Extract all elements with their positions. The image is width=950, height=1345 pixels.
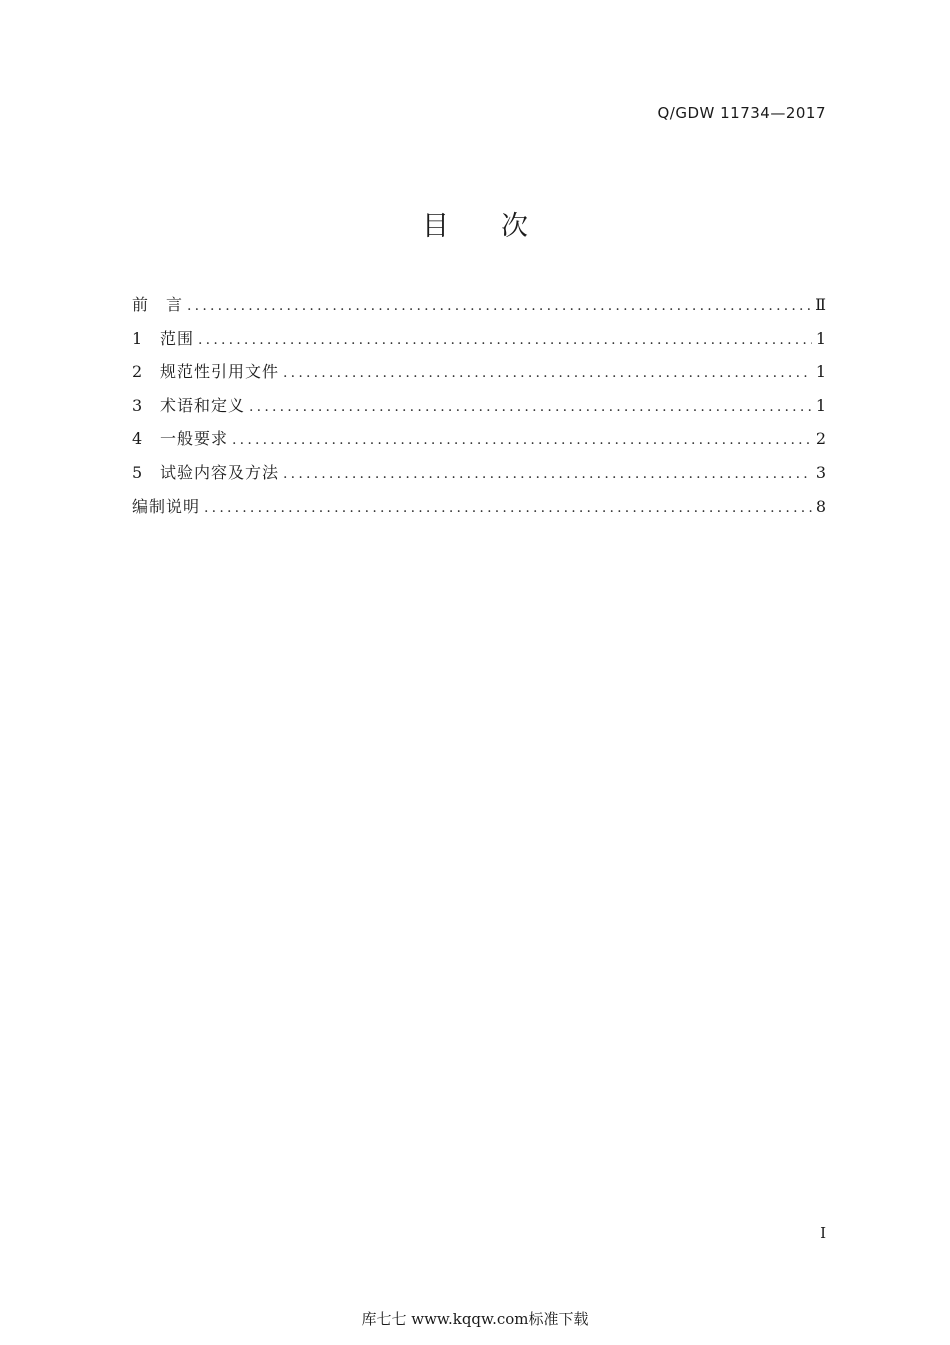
toc-entry-general-requirements[interactable] [132,422,826,456]
toc-entry-normative-references[interactable] [132,355,826,389]
toc-leader-dots [283,357,812,391]
toc-entry-test-methods[interactable] [132,456,826,490]
toc-entry-page: 1 [815,328,826,348]
toc-entry-foreword[interactable] [132,288,826,322]
toc-leader-dots [187,290,811,324]
toc-entry-page: 8 [815,496,826,516]
toc-entry-page: 1 [815,362,826,382]
toc-entry-title: 试验内容及方法 [160,462,280,482]
toc-leader-dots [204,492,812,526]
footer-watermark: 库七七 www.kqqw.com标准下载 [361,1310,589,1328]
toc-entry-page: 3 [815,462,826,482]
toc-entry-scope[interactable] [132,322,826,356]
toc-entry-number: 4 [132,429,143,449]
toc-leader-dots [198,324,812,358]
toc-entry-page: 2 [815,429,826,449]
toc-entry-title: 编制说明 [132,496,201,516]
toc-entry-title: 范围 [160,328,195,348]
toc-entry-number: 2 [132,362,143,382]
toc-entry-terms-definitions[interactable] [132,389,826,423]
toc-entry-number: 3 [132,395,143,415]
toc-entry-page: 1 [815,395,826,415]
page-number: I [820,1224,826,1242]
toc-entry-title: 一般要求 [160,429,229,449]
table-of-contents [132,288,826,523]
toc-leader-dots [232,424,812,458]
standard-number: Q/GDW 11734—2017 [657,104,826,122]
toc-entry-title: 前 言 [132,295,184,314]
page-title-char-2: 次 [501,211,528,242]
toc-leader-dots [283,458,812,492]
toc-entry-number: 1 [132,328,143,348]
toc-entry-number: 5 [132,462,143,482]
toc-entry-title: 术语和定义 [160,395,246,415]
page-title-char-1: 目 [422,211,449,242]
page-title [0,204,950,243]
toc-leader-dots [249,391,812,425]
toc-entry-page: Ⅱ [815,295,826,314]
toc-entry-title: 规范性引用文件 [160,362,280,382]
toc-entry-compilation-notes[interactable] [132,490,826,524]
